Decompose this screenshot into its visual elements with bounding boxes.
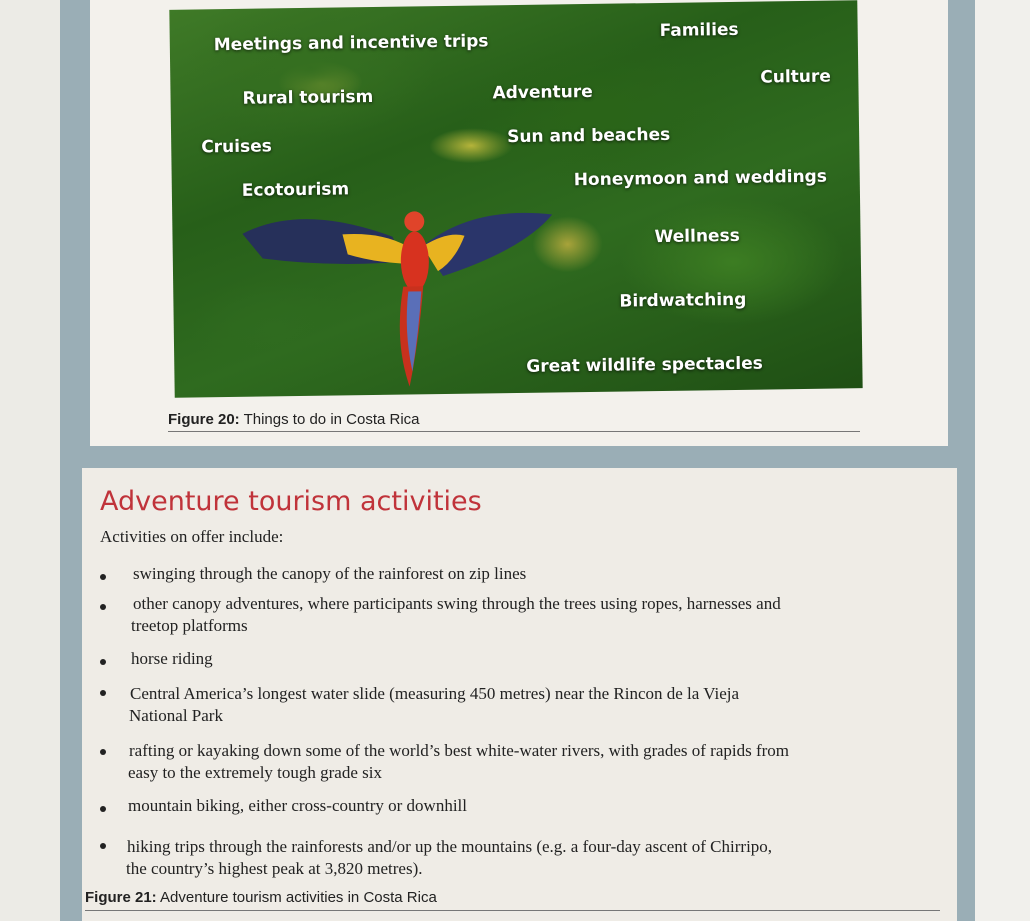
list-item-4-line-2: National Park [129,706,223,725]
figure-21-text: Adventure tourism activities in Costa Rica [160,889,437,906]
photo-label-culture: Culture [760,66,832,88]
photo-label-wellness: Wellness [654,225,740,248]
photo-label-adventure: Adventure [492,81,593,104]
figure-21-caption [85,889,437,906]
left-page-edge [0,0,60,921]
list-item-3-line-1: horse riding [131,649,213,668]
right-page-edge [975,0,1030,921]
list-item-6-line-1: mountain biking, either cross-country or downhill [128,796,467,815]
photo-label-sun-beaches: Sun and beaches [506,124,671,148]
list-item-2-line-2: treetop platforms [131,616,248,635]
bullet-icon [100,843,106,849]
bullet-icon [100,659,106,665]
figure-21-number: Figure 21: [85,889,157,906]
bullet-icon [100,604,106,610]
list-item-2-line-1: other canopy adventures, where participants swing through the trees using ropes, harnesses and [133,594,781,613]
photo-label-rural-tourism: Rural tourism [242,86,374,109]
intro-text: Activities on offer include: [100,527,284,546]
bullet-icon [100,806,106,812]
list-item-5-line-1: rafting or kayaking down some of the world’s best white-water rivers, with grades of rapids from [129,741,789,760]
photo-label-wildlife: Great wildlife spectacles [526,353,763,377]
photo-label-birdwatching: Birdwatching [619,289,747,312]
figure-20-number: Figure 20: [168,411,240,428]
photo-label-honeymoon: Honeymoon and weddings [573,166,828,191]
list-item-7-line-2: the country’s highest peak at 3,820 metres). [126,859,423,878]
bullet-icon [100,574,106,580]
photo-label-meetings: Meetings and incentive trips [213,31,489,56]
list-item-5-line-2: easy to the extremely tough grade six [128,763,382,782]
list-item-1-line-1: swinging through the canopy of the rainforest on zip lines [133,564,527,583]
rainforest-photo [169,0,862,398]
figure-20-text: Things to do in Costa Rica [243,411,420,428]
figure-20-caption [168,411,420,428]
section-heading: Adventure tourism activities [100,486,482,517]
photo-label-cruises: Cruises [201,136,272,158]
figure-20-rule [168,431,860,432]
list-item-7-line-1: hiking trips through the rainforests and/or up the mountains (e.g. a four-day ascent of Chirripo, [127,837,773,856]
photo-label-families: Families [659,19,739,41]
photo-label-ecotourism: Ecotourism [241,179,350,201]
figure-21-rule [85,910,940,911]
scarlet-macaw-icon [242,189,565,393]
bullet-icon [100,749,106,755]
bullet-icon [100,690,106,696]
list-item-4-line-1: Central America’s longest water slide (measuring 450 metres) near the Rincon de la Vieja [130,684,740,703]
